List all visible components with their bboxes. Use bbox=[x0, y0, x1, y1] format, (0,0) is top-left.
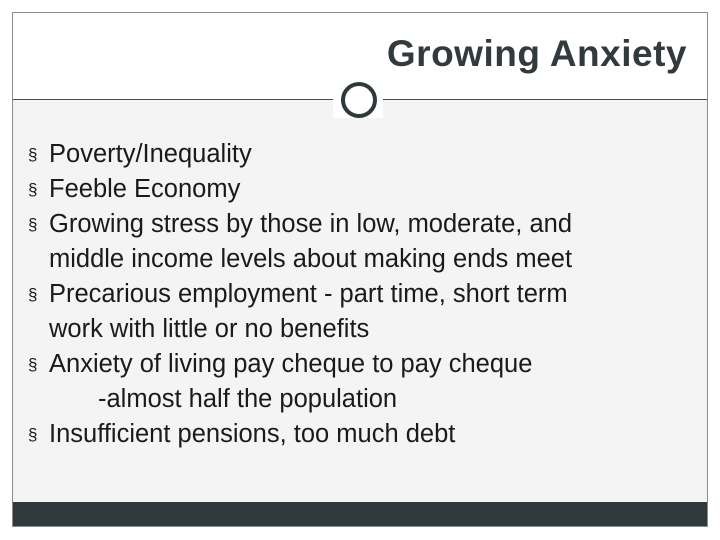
bullet-text-continued: work with little or no benefits bbox=[49, 315, 370, 343]
bullet-item bbox=[28, 137, 688, 172]
bullet-item bbox=[28, 347, 688, 417]
ring-icon bbox=[341, 82, 377, 118]
bullet-text: Feeble Economy bbox=[49, 175, 241, 203]
circle-ornament-icon bbox=[333, 80, 383, 118]
bullet-item bbox=[28, 417, 688, 452]
bullet-marker-icon: § bbox=[28, 355, 38, 374]
footer-bar bbox=[13, 502, 707, 526]
bullet-item bbox=[28, 172, 688, 207]
bullet-text: Precarious employment - part time, short term bbox=[49, 280, 568, 308]
bullet-marker-icon: § bbox=[28, 285, 38, 304]
bullet-marker-icon: § bbox=[28, 145, 38, 164]
bullet-item bbox=[28, 207, 688, 277]
bullet-text: Poverty/Inequality bbox=[49, 140, 252, 168]
bullet-text: Growing stress by those in low, moderate, and bbox=[49, 210, 573, 238]
bullet-list bbox=[28, 137, 688, 452]
bullet-subtext: -almost half the population bbox=[98, 385, 398, 413]
slide-title: Growing Anxiety bbox=[386, 33, 687, 74]
bullet-marker-icon: § bbox=[28, 215, 38, 234]
bullet-text-continued: middle income levels about making ends meet bbox=[49, 245, 573, 273]
bullet-item bbox=[28, 277, 688, 347]
bullet-marker-icon: § bbox=[28, 180, 38, 199]
bullet-marker-icon: § bbox=[28, 425, 38, 444]
bullet-text: Insufficient pensions, too much debt bbox=[49, 420, 456, 448]
bullet-text: Anxiety of living pay cheque to pay cheque bbox=[49, 350, 533, 378]
